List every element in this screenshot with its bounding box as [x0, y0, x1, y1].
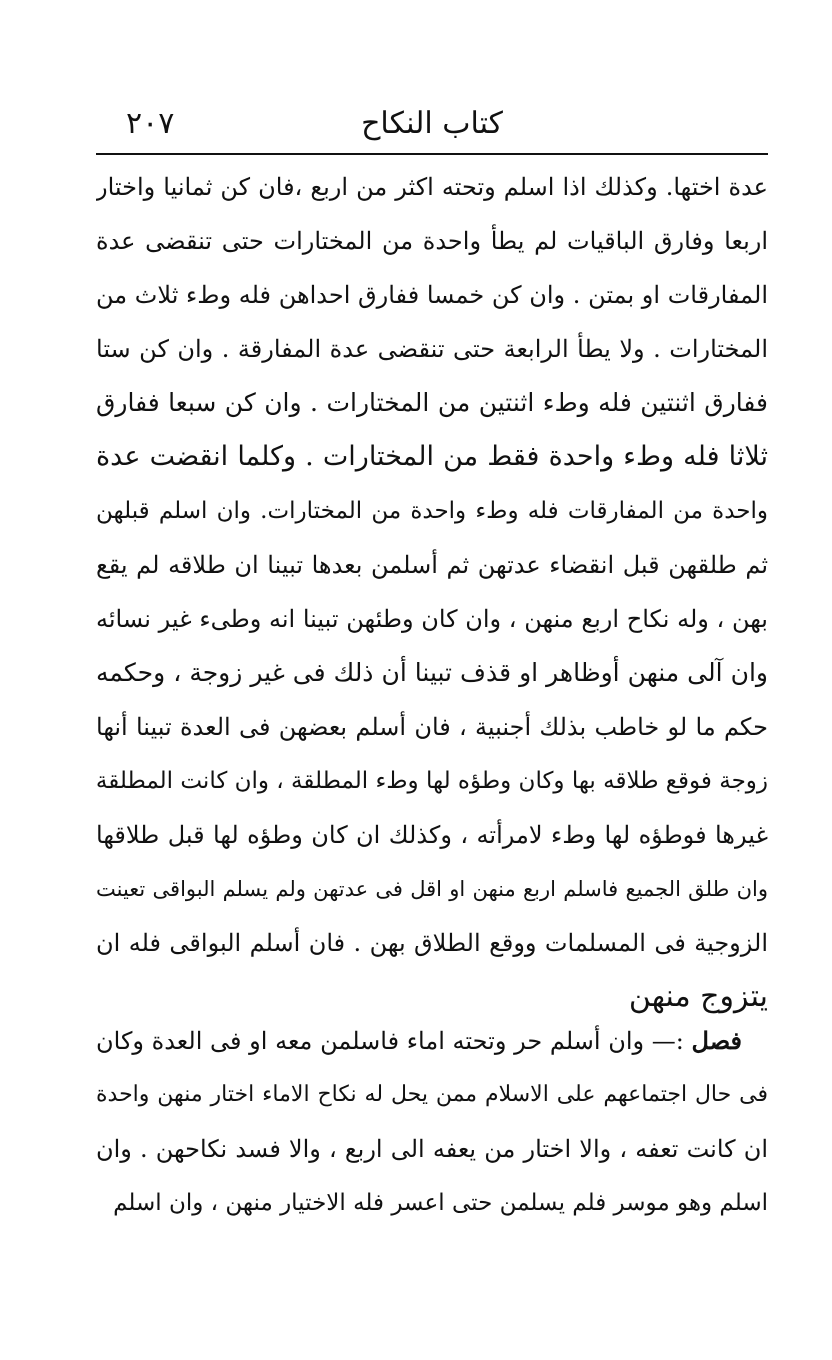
text-line: غيرها فوطؤه لها وطء لامرأته ، وكذلك ان كان وطؤه لها قبل طلاقها: [96, 821, 768, 849]
text-line: المختارات . ولا يطأ الرابعة حتى تنقضى عدة المفارقة . وان كن ستا: [96, 335, 768, 363]
text-line: الزوجية فى المسلمات ووقع الطلاق بهن . فان أسلم البواقى فله ان: [96, 929, 768, 957]
running-title: كتاب النكاح: [361, 106, 503, 141]
text-line: حكم ما لو خاطب بذلك أجنبية ، فان أسلم بعضهن فى العدة تبينا أنها: [96, 713, 768, 741]
text-line: اربعا وفارق الباقيات لم يطأ واحدة من المختارات حتى تنقضى عدة: [96, 227, 768, 255]
page-number: ٢٠٧: [126, 106, 175, 141]
section-heading: فصل: [691, 1026, 743, 1055]
section-first-line-text: وان أسلم حر وتحته اماء فاسلمن معه او فى العدة وكان: [96, 1027, 645, 1055]
text-line: ثلاثا فله وطء واحدة فقط من المختارات . وكلما انقضت عدة: [96, 441, 768, 472]
text-line: اسلم وهو موسر فلم يسلمن حتى اعسر فله الاختيار منهن ، وان اسلم: [113, 1190, 768, 1216]
text-line: ان كانت تعفه ، والا اختار من يعفه الى اربع ، والا فسد نكاحهن . وان: [96, 1135, 768, 1163]
text-line: زوجة فوقع طلاقه بها وكان وطؤه لها وطء المطلقة ، وان كانت المطلقة: [96, 768, 768, 794]
section-separator: :—: [644, 1027, 692, 1055]
text-line: بهن ، وله نكاح اربع منهن ، وان كان وطئهن تبينا انه وطىء غير نسائه: [96, 605, 768, 633]
section-fasl: [96, 1014, 768, 1230]
text-line: واحدة من المفارقات فله وطء واحدة من المختارات. وان اسلم قبلهن: [96, 498, 768, 524]
text-line: فى حال اجتماعهم على الاسلام ممن يحل له نكاح الاماء اختار منهن واحدة: [96, 1082, 768, 1107]
section-first-line: [96, 1014, 768, 1068]
text-line: ففارق اثنتين فله وطء اثنتين من المختارات . وان كن سبعا ففارق: [96, 388, 768, 417]
header-rule: [96, 153, 768, 155]
text-line: ثم طلقهن قبل انقضاء عدتهن ثم أسلمن بعدها تبينا ان طلاقه لم يقع: [96, 551, 768, 579]
page-header: [96, 100, 768, 152]
text-line: يتزوج منهن: [628, 979, 768, 1014]
text-line: عدة اختها. وكذلك اذا اسلم وتحته اكثر من اربع ،فان كن ثمانيا واختار: [96, 173, 768, 201]
text-line: وان آلى منهن أوظاهر او قذف تبينا أن ذلك فى غير زوجة ، وحكمه: [96, 658, 768, 687]
main-paragraph: [96, 160, 768, 1024]
text-line: المفارقات او بمتن . وان كن خمسا ففارق احداهن فله وطء ثلاث من: [96, 281, 768, 309]
text-line: وان طلق الجميع فاسلم اربع منهن او اقل فى عدتهن ولم يسلم البواقى تعينت: [96, 877, 768, 901]
